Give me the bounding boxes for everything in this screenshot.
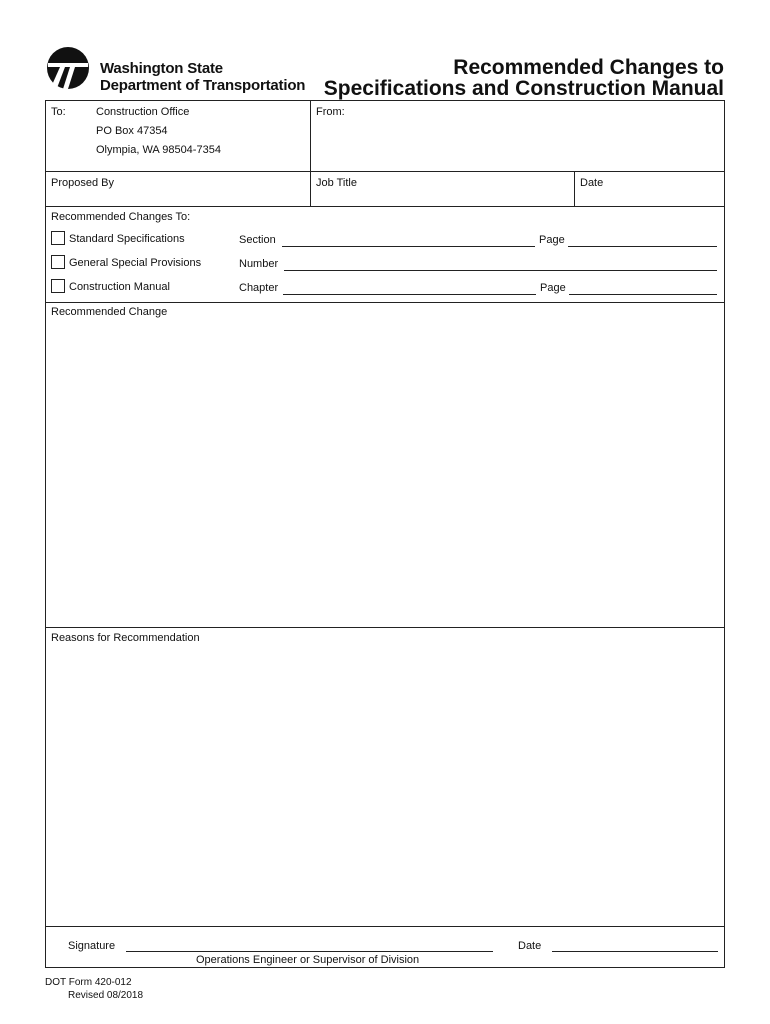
divider (46, 302, 724, 303)
form-body (45, 100, 725, 968)
signature-field[interactable] (126, 951, 493, 952)
section-label: Section (239, 234, 276, 246)
construction-manual-checkbox[interactable] (51, 279, 65, 293)
form-title-line2: Specifications and Construction Manual (323, 77, 724, 100)
number-label: Number (239, 258, 279, 270)
signature-label: Signature (68, 940, 116, 952)
proposed-by-label: Proposed By (51, 177, 114, 189)
divider (310, 101, 311, 171)
page-field[interactable] (569, 294, 717, 295)
divider (46, 627, 724, 628)
form-number: DOT Form 420-012 (45, 977, 132, 988)
date-label: Date (580, 177, 604, 189)
divider (46, 171, 724, 172)
standard-specifications-label: Standard Specifications (69, 233, 185, 245)
page-label: Page (540, 282, 566, 294)
general-special-provisions-checkbox[interactable] (51, 255, 65, 269)
number-field[interactable] (284, 270, 717, 271)
standard-specifications-checkbox[interactable] (51, 231, 65, 245)
from-label: From: (316, 106, 345, 118)
divider (46, 206, 724, 207)
section-field[interactable] (282, 246, 535, 247)
recommended-change-label: Recommended Change (51, 306, 168, 318)
chapter-field[interactable] (283, 294, 536, 295)
page-label: Page (539, 234, 565, 246)
page-field[interactable] (568, 246, 717, 247)
form-title-line1: Recommended Changes to (453, 56, 724, 79)
to-label: To: (51, 106, 66, 118)
signature-caption: Operations Engineer or Supervisor of Division (196, 954, 420, 966)
wsdot-logo-icon (46, 46, 90, 90)
address-line3: Olympia, WA 98504-7354 (96, 144, 221, 156)
signature-date-field[interactable] (552, 951, 718, 952)
divider (46, 926, 724, 927)
agency-name-line1: Washington State (100, 60, 223, 77)
address-line1: Construction Office (96, 106, 190, 118)
divider (574, 171, 575, 206)
divider (310, 171, 311, 206)
reasons-label: Reasons for Recommendation (51, 632, 200, 644)
general-special-provisions-label: General Special Provisions (69, 257, 202, 269)
construction-manual-label: Construction Manual (69, 281, 170, 293)
revised-date: Revised 08/2018 (68, 990, 144, 1001)
changes-to-heading: Recommended Changes To: (51, 211, 191, 223)
agency-name-line2: Department of Transportation (100, 77, 306, 94)
job-title-label: Job Title (316, 177, 357, 189)
wsdot-logo (46, 46, 90, 90)
signature-date-label: Date (518, 940, 542, 952)
address-line2: PO Box 47354 (96, 125, 168, 137)
chapter-label: Chapter (239, 282, 279, 294)
